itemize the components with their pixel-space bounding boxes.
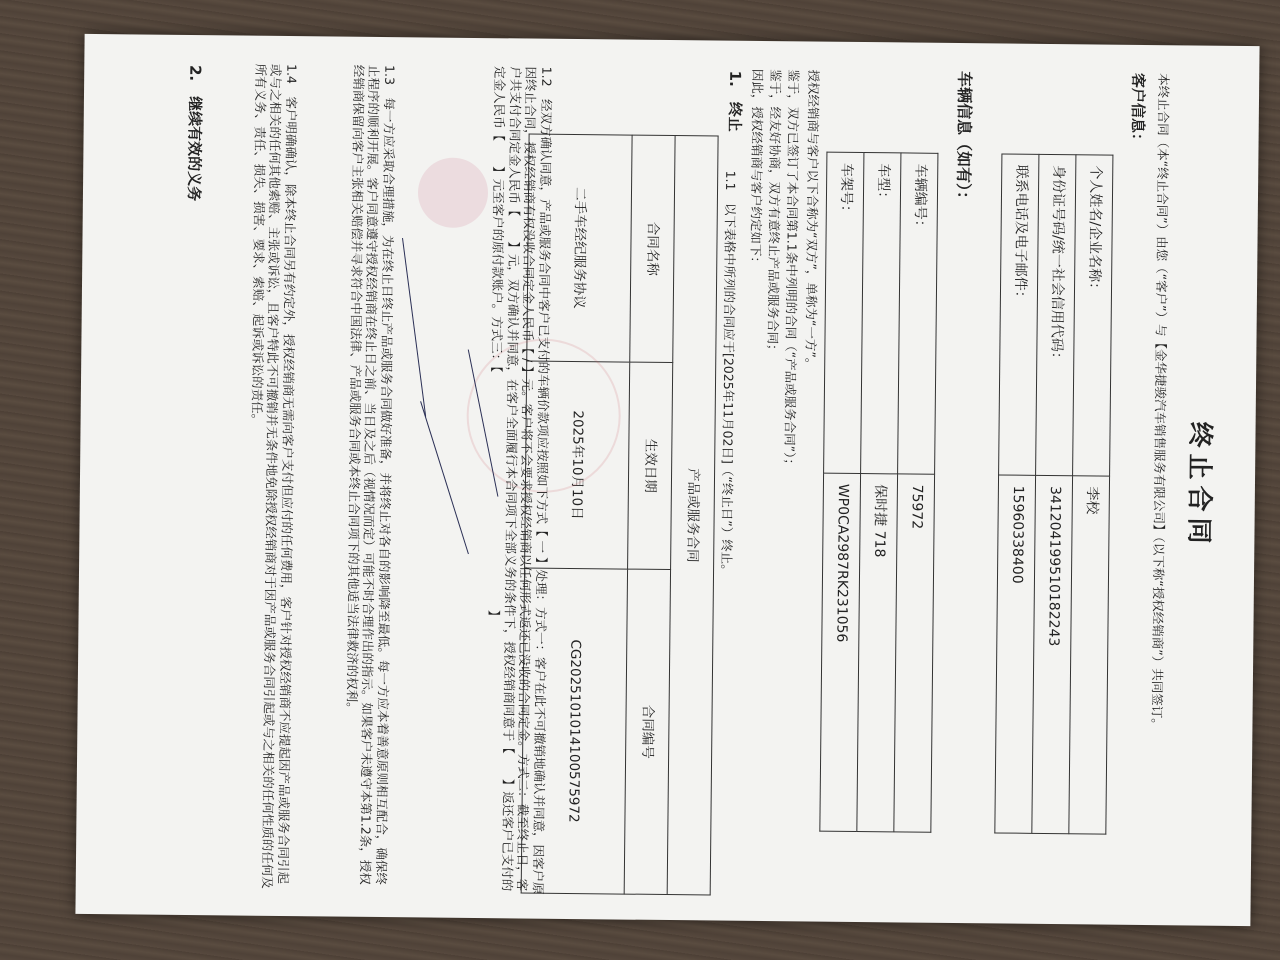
vehicle-value: 保时捷 718 bbox=[857, 474, 898, 832]
customer-label: 联系电话及电子邮件： bbox=[999, 154, 1039, 475]
table-row bbox=[857, 153, 901, 832]
recital-whereas-2: 鉴于，经友好协商，双方有意终止产品或服务合同； bbox=[765, 69, 784, 357]
contract-number-cell: CG20251010141005​75972 bbox=[521, 568, 627, 894]
recital-parties: 授权经销商与客户以下合称为“双方”，单称为“一方”。 bbox=[803, 69, 822, 371]
contract-name-cell: 二手车经纪服务协议 bbox=[527, 134, 632, 362]
contract-header-date: 生效日期 bbox=[628, 362, 673, 570]
clause-1-1: 1.1 以下表格中所列的合同应于[2025年11月02日]（“终止日”）终止。 bbox=[718, 170, 739, 577]
customer-value: 15960338400 bbox=[995, 475, 1036, 833]
vehicle-label: 车辆编号： bbox=[898, 153, 938, 474]
contract-date-cell: 2025年10月10日 bbox=[525, 361, 630, 569]
section-2-heading: 2. 继续有效的义务 bbox=[184, 64, 205, 202]
table-row bbox=[894, 153, 938, 832]
vehicle-label: 车架号： bbox=[824, 152, 864, 473]
vehicle-value: WP0CA2987RK231056 bbox=[820, 473, 861, 831]
vehicle-label: 车型： bbox=[861, 153, 901, 474]
clause-1-2: 1.2 经双方确认同意，产品或服务合同中客户已支付的车辆价款项应按照如下方式【 一 】处理：方式一：客户在此不可撤销地确认并同意，因客户原因终止合同，授权经销商有权没收合同定金人民币【 / 】元。客户将不会要求授权经销商以任何形式返还已没收的合同定金。方式二：截至终止日，客户共支付合同定金人民币【 】元，双方确认并同意，在客户全面履行本合同项下全部义务的条件下，授权经销商同意于【 】返还客户已支付的定金人民币【 】元至客户的原付款账户。方式三：【 】 bbox=[486, 66, 555, 895]
paper-sheet bbox=[75, 34, 1259, 926]
recital-whereas-1: 鉴于，双方已签订了本合同第1.1条中列明的合同（“产品或服务合同”）； bbox=[782, 69, 802, 471]
contract-group-header: 产品或服务合同 bbox=[667, 136, 718, 895]
vehicle-heading: 车辆信息（如有）： bbox=[953, 70, 975, 208]
contract-header-name: 合同名称 bbox=[630, 135, 675, 362]
clause-1-4: 1.4 客户明确确认，除本终止合同另有约定外，授权经销商无需向客户支付但应付的任何费用，客户针对授权经销商不应提起因产品或服务合同引起或与之相关的任何其他索赔、主张或诉讼，且客户特此不可撤销并无条件地免除授权经销商对于因产品或服务合同引起或与之相关的任何性质的任何及所有义务、责任、损失、损害、要求、索赔、起诉或诉讼的责任。 bbox=[249, 63, 300, 889]
customer-info-table bbox=[994, 153, 1113, 834]
table-row bbox=[1032, 154, 1076, 833]
table-row bbox=[1069, 155, 1113, 834]
table-row bbox=[820, 152, 864, 831]
customer-label: 个人姓名/企业名称： bbox=[1073, 155, 1113, 476]
table-row bbox=[995, 154, 1039, 833]
table-row bbox=[624, 135, 675, 894]
vehicle-info-table bbox=[819, 152, 938, 833]
document-title: 终止合同 bbox=[1183, 421, 1215, 550]
pen-strike-mark bbox=[402, 238, 426, 417]
clause-1-3: 1.3 每一方应采取合理措施，为在终止日终止产品或服务合同做好准备，并将终止对各自的影响降至最低。每一方应本着善意原则相互配合，确保终止程序的顺利开展。客户同意遵守授权经销商在终止日之前、当日及之后（视情况而定）可能不时合理作出的指示。如果客户未遵守本第1.2条，授权经销商保留向客户主张相关赔偿并寻求符合中国法律、产品或服务合同或本终止合同项下的其他适当法律救济的权利。 bbox=[344, 64, 398, 885]
pen-strike-mark bbox=[420, 401, 469, 554]
red-ink-smudge bbox=[418, 157, 489, 228]
customer-heading: 客户信息： bbox=[1128, 72, 1148, 149]
customer-value: 341204199510182243 bbox=[1032, 475, 1073, 833]
contract-header-number: 合同编号 bbox=[624, 569, 670, 894]
section-1-heading: 1. 终止 bbox=[725, 70, 745, 132]
document-page bbox=[75, 34, 1259, 926]
recital-agreement: 因此，授权经销商与客户约定如下： bbox=[748, 68, 766, 270]
customer-label: 身份证号码/统一社会信用代码： bbox=[1036, 154, 1076, 475]
intro-paragraph: 本终止合同（本“终止合同”）由您（“客户”）与【金华捷骏汽车销售服务有限公司】（以下称“授权经销商”）共同签订。 bbox=[1149, 73, 1172, 731]
table-row bbox=[667, 136, 718, 895]
customer-value: 李校 bbox=[1069, 476, 1110, 834]
vehicle-value: 75972 bbox=[894, 474, 935, 832]
